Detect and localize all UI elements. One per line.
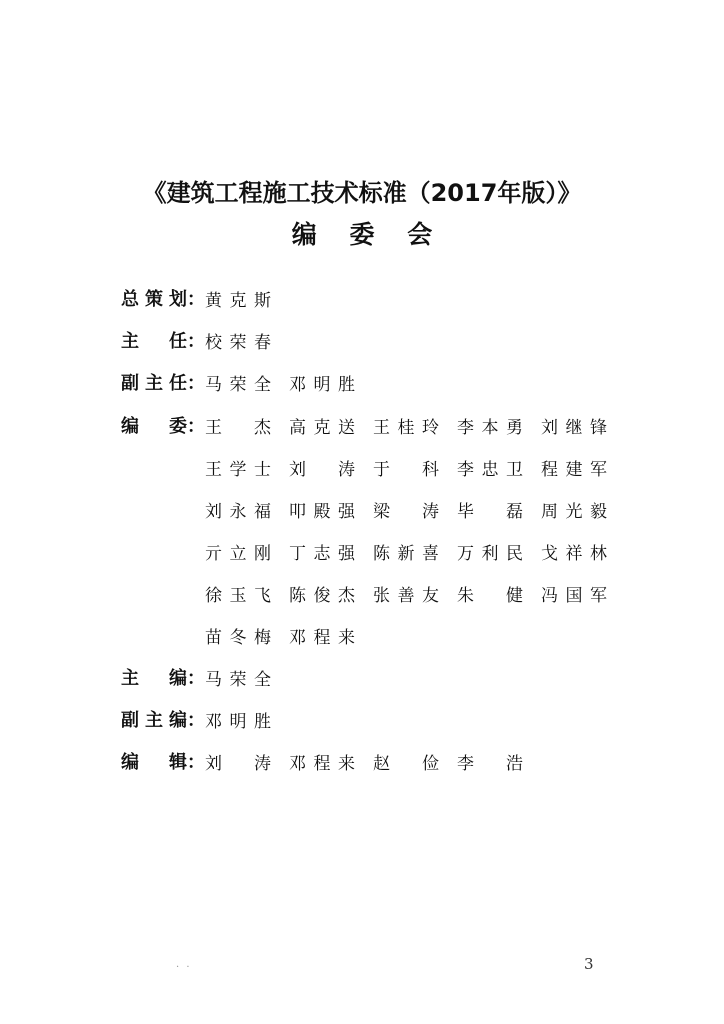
member-name: 冯国军: [541, 585, 607, 606]
role-label: [121, 285, 205, 311]
role-label: [121, 369, 205, 395]
member-name: 邓程来: [289, 627, 355, 648]
member-name: 邓明胜: [205, 711, 271, 732]
role-label: [121, 706, 205, 732]
member-name: 周光毅: [541, 501, 607, 522]
member-name: 陈新喜: [373, 543, 439, 564]
member-names: [205, 707, 289, 732]
committee-row: [121, 578, 625, 608]
role-label-text: 副主编: [121, 710, 187, 731]
committee-row: [121, 283, 289, 313]
role-label-colon: ：: [187, 289, 205, 310]
member-name: 刘 涛: [205, 753, 271, 774]
member-name: 邓程来: [289, 753, 355, 774]
member-name: 刘永福: [205, 501, 271, 522]
member-name: 张善友: [373, 585, 439, 606]
committee-row: [121, 746, 541, 776]
member-names: [205, 413, 625, 438]
member-name: 朱 健: [457, 585, 523, 606]
role-label-colon: ：: [187, 752, 205, 773]
role-label: [121, 664, 205, 690]
member-names: [205, 749, 541, 774]
role-label-colon: ：: [187, 373, 205, 394]
role-label-text: 总策划: [121, 289, 187, 310]
committee-row: [121, 367, 373, 397]
role-label: [121, 327, 205, 353]
member-name: 刘继锋: [541, 417, 607, 438]
role-label: [121, 748, 205, 774]
page-number: 3: [584, 955, 594, 973]
committee-row: [121, 452, 625, 482]
member-name: 王桂玲: [373, 417, 439, 438]
committee-row: [121, 494, 625, 524]
footer-dots: · ·: [176, 962, 192, 973]
member-name: 苗冬梅: [205, 627, 271, 648]
member-name: 马荣全: [205, 669, 271, 690]
role-label-colon: ：: [187, 331, 205, 352]
committee-row: [121, 325, 289, 355]
committee-row: [121, 662, 289, 692]
member-name: 李本勇: [457, 417, 523, 438]
member-name: 黄克斯: [205, 290, 271, 311]
member-names: [205, 370, 373, 395]
committee-row: [121, 536, 625, 566]
member-name: 刘 涛: [289, 459, 355, 480]
role-label-colon: ：: [187, 668, 205, 689]
member-name: 马荣全: [205, 374, 271, 395]
member-name: 毕 磊: [457, 501, 523, 522]
member-names: [205, 623, 373, 648]
document-title: 《建筑工程施工技术标准（2017年版）》: [142, 179, 582, 207]
member-name: 邓明胜: [289, 374, 355, 395]
member-name: 梁 涛: [373, 501, 439, 522]
committee-row: [121, 620, 373, 650]
member-name: 于 科: [373, 459, 439, 480]
member-name: 王学士: [205, 459, 271, 480]
member-name: 万利民: [457, 543, 523, 564]
member-name: 亓立刚: [205, 543, 271, 564]
member-name: 程建军: [541, 459, 607, 480]
member-name: 王 杰: [205, 417, 271, 438]
member-name: 叩殿强: [289, 501, 355, 522]
member-names: [205, 581, 625, 606]
member-names: [205, 286, 289, 311]
member-name: 校荣春: [205, 332, 271, 353]
role-label-text: 编 委: [121, 416, 187, 437]
member-name: 李 浩: [457, 753, 523, 774]
committee-row: [121, 410, 625, 440]
member-name: 陈俊杰: [289, 585, 355, 606]
committee-row: [121, 704, 289, 734]
member-name: 徐玉飞: [205, 585, 271, 606]
member-names: [205, 497, 625, 522]
committee-heading: 编 委 会: [291, 220, 445, 249]
role-label-text: 主 编: [121, 668, 187, 689]
role-label-text: 副主任: [121, 373, 187, 394]
member-name: 李忠卫: [457, 459, 523, 480]
member-name: 高克送: [289, 417, 355, 438]
member-name: 戈祥林: [541, 543, 607, 564]
role-label-text: 主 任: [121, 331, 187, 352]
role-label-text: 编 辑: [121, 752, 187, 773]
member-names: [205, 665, 289, 690]
role-label-colon: ：: [187, 416, 205, 437]
role-label-colon: ：: [187, 710, 205, 731]
member-name: 丁志强: [289, 543, 355, 564]
member-names: [205, 328, 289, 353]
member-names: [205, 455, 625, 480]
member-names: [205, 539, 625, 564]
role-label: [121, 412, 205, 438]
member-name: 赵 俭: [373, 753, 439, 774]
